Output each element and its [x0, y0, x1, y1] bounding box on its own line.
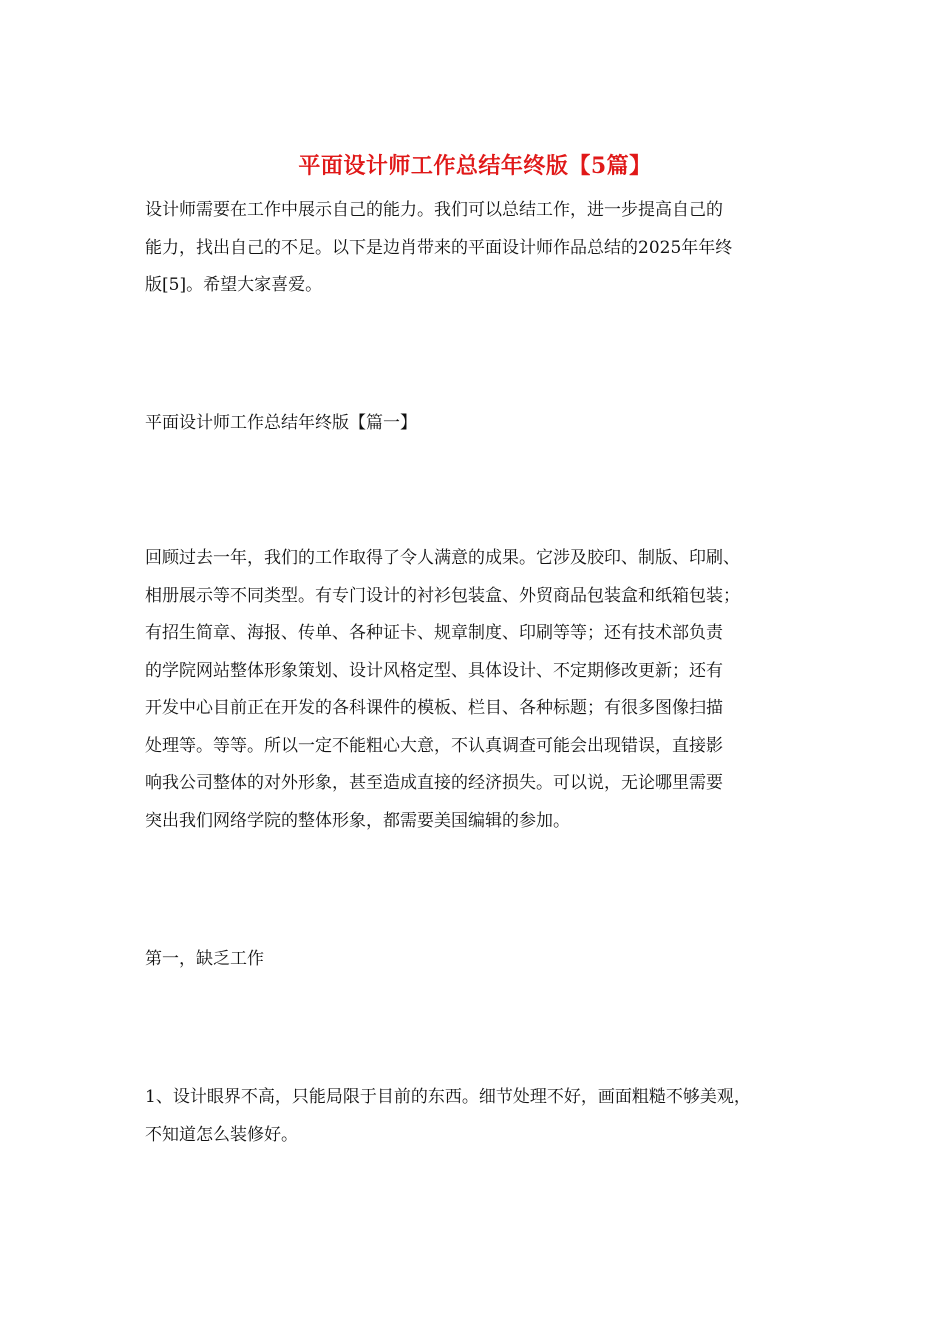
- body-line: 响我公司整体的对外形象，甚至造成直接的经济损失。可以说，无论哪里需要: [145, 773, 723, 793]
- section-heading-text: 平面设计师工作总结年终版【篇一】: [145, 413, 417, 433]
- document-title: 平面设计师工作总结年终版【5篇】: [298, 153, 652, 179]
- body-line: 开发中心目前正在开发的各科课件的模板、栏目、各种标题；有很多图像扫描: [145, 698, 723, 718]
- body-line: 的学院网站整体形象策划、设计风格定型、具体设计、不定期修改更新；还有: [145, 660, 723, 681]
- body-line: 有招生简章、海报、传单、各种证卡、规章制度、印刷等等；还有技术部负责: [145, 623, 723, 643]
- body-line: 处理等。等等。所以一定不能粗心大意，不认真调查可能会出现错误，直接影: [145, 735, 723, 756]
- intro-line: 设计师需要在工作中展示自己的能力。我们可以总结工作，进一步提高自己的: [145, 200, 723, 220]
- intro-paragraph: [145, 192, 810, 305]
- body-line: 相册展示等不同类型。有专门设计的衬衫包装盒、外贸商品包装盒和纸箱包装；: [145, 585, 740, 606]
- point-line: 1、设计眼界不高，只能局限于目前的东西。细节处理不好，画面粗糙不够美观，: [145, 1087, 751, 1107]
- body-line: 突出我们网络学院的整体形象，都需要美国编辑的参加。: [145, 810, 570, 831]
- point-paragraph: [145, 1079, 810, 1154]
- body-line: 回顾过去一年，我们的工作取得了令人满意的成果。它涉及胶印、制版、印刷、: [145, 548, 740, 568]
- section-heading: [145, 405, 810, 443]
- point-line: 不知道怎么装修好。: [145, 1124, 298, 1145]
- subheading-text: 第一，缺乏工作: [145, 949, 264, 969]
- subheading: [145, 941, 810, 979]
- intro-line: 版[5]。希望大家喜爱。: [145, 275, 323, 295]
- body-paragraph: [145, 540, 810, 840]
- intro-line: 能力，找出自己的不足。以下是边肖带来的平面设计师作品总结的2025年年终: [145, 237, 733, 258]
